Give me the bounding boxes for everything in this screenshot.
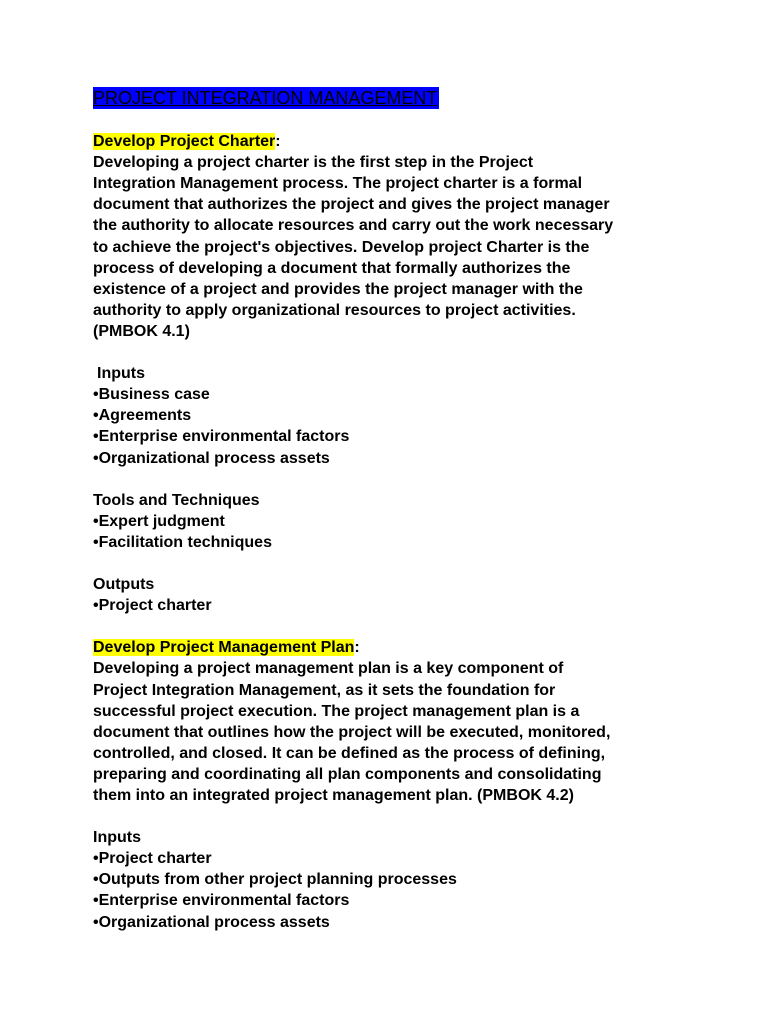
paragraph-line: preparing and coordinating all plan components and consolidating — [93, 765, 602, 783]
list-item: • Project charter — [93, 595, 693, 616]
inputs-list — [93, 384, 693, 468]
list-item: • Organizational process assets — [93, 448, 693, 469]
paragraph-line: Integration Management process. The project charter is a formal — [93, 175, 583, 193]
list-item: • Outputs from other project planning processes — [93, 869, 693, 890]
section-paragraph — [93, 152, 693, 342]
section-heading: Develop Project Charter: — [93, 133, 281, 151]
list-item: • Business case — [93, 384, 693, 405]
paragraph-line: them into an integrated project management plan. (PMBOK 4.2) — [93, 787, 574, 804]
paragraph-line: (PMBOK 4.1) — [93, 322, 190, 340]
paragraph-line: the authority to allocate resources and carry out the work necessary — [93, 217, 614, 235]
inputs-label: Inputs — [93, 829, 141, 847]
paragraph-line: successful project execution. The project management plan is a — [93, 702, 580, 720]
list-item: • Agreements — [93, 405, 693, 426]
list-item: • Enterprise environmental factors — [93, 426, 693, 447]
paragraph-line: controlled, and closed. It can be defined as the process of defining, — [93, 744, 606, 762]
highlighted-heading: Develop Project Management Plan — [93, 639, 355, 657]
section-heading: Develop Project Management Plan: — [93, 639, 360, 657]
list-item: • Project charter — [93, 848, 693, 869]
list-item: • Organizational process assets — [93, 912, 693, 933]
list-item: • Facilitation techniques — [93, 532, 693, 553]
paragraph-line: document that outlines how the project will be executed, monitored, — [93, 723, 611, 741]
paragraph-line: Developing a project charter is the first step in the Project — [93, 154, 534, 172]
section-develop-project-management-plan — [93, 637, 693, 932]
inputs-label: Inputs — [97, 365, 145, 383]
section-develop-project-charter — [93, 131, 693, 637]
paragraph-line: document that authorizes the project and gives the project manager — [93, 196, 610, 214]
document-title: PROJECT INTEGRATION MANAGEMENT — [93, 88, 438, 108]
paragraph-line: Developing a project management plan is a key component of — [93, 660, 564, 678]
list-item: • Enterprise environmental factors — [93, 890, 693, 911]
tools-list — [93, 511, 693, 553]
tools-label: Tools and Techniques — [93, 491, 260, 509]
paragraph-line: Project Integration Management, as it sets the foundation for — [93, 681, 556, 699]
document-body — [93, 87, 693, 933]
paragraph-line: process of developing a document that formally authorizes the — [93, 259, 571, 277]
highlighted-heading: Develop Project Charter — [93, 133, 276, 151]
paragraph-line: existence of a project and provides the project manager with the — [93, 280, 583, 298]
section-paragraph — [93, 658, 693, 806]
outputs-list — [93, 595, 693, 616]
paragraph-line: to achieve the project's objectives. Develop project Charter is the — [93, 238, 590, 256]
paragraph-line: authority to apply organizational resources to project activities. — [93, 301, 576, 319]
outputs-label: Outputs — [93, 576, 155, 594]
inputs-list — [93, 848, 693, 932]
list-item: • Expert judgment — [93, 511, 693, 532]
